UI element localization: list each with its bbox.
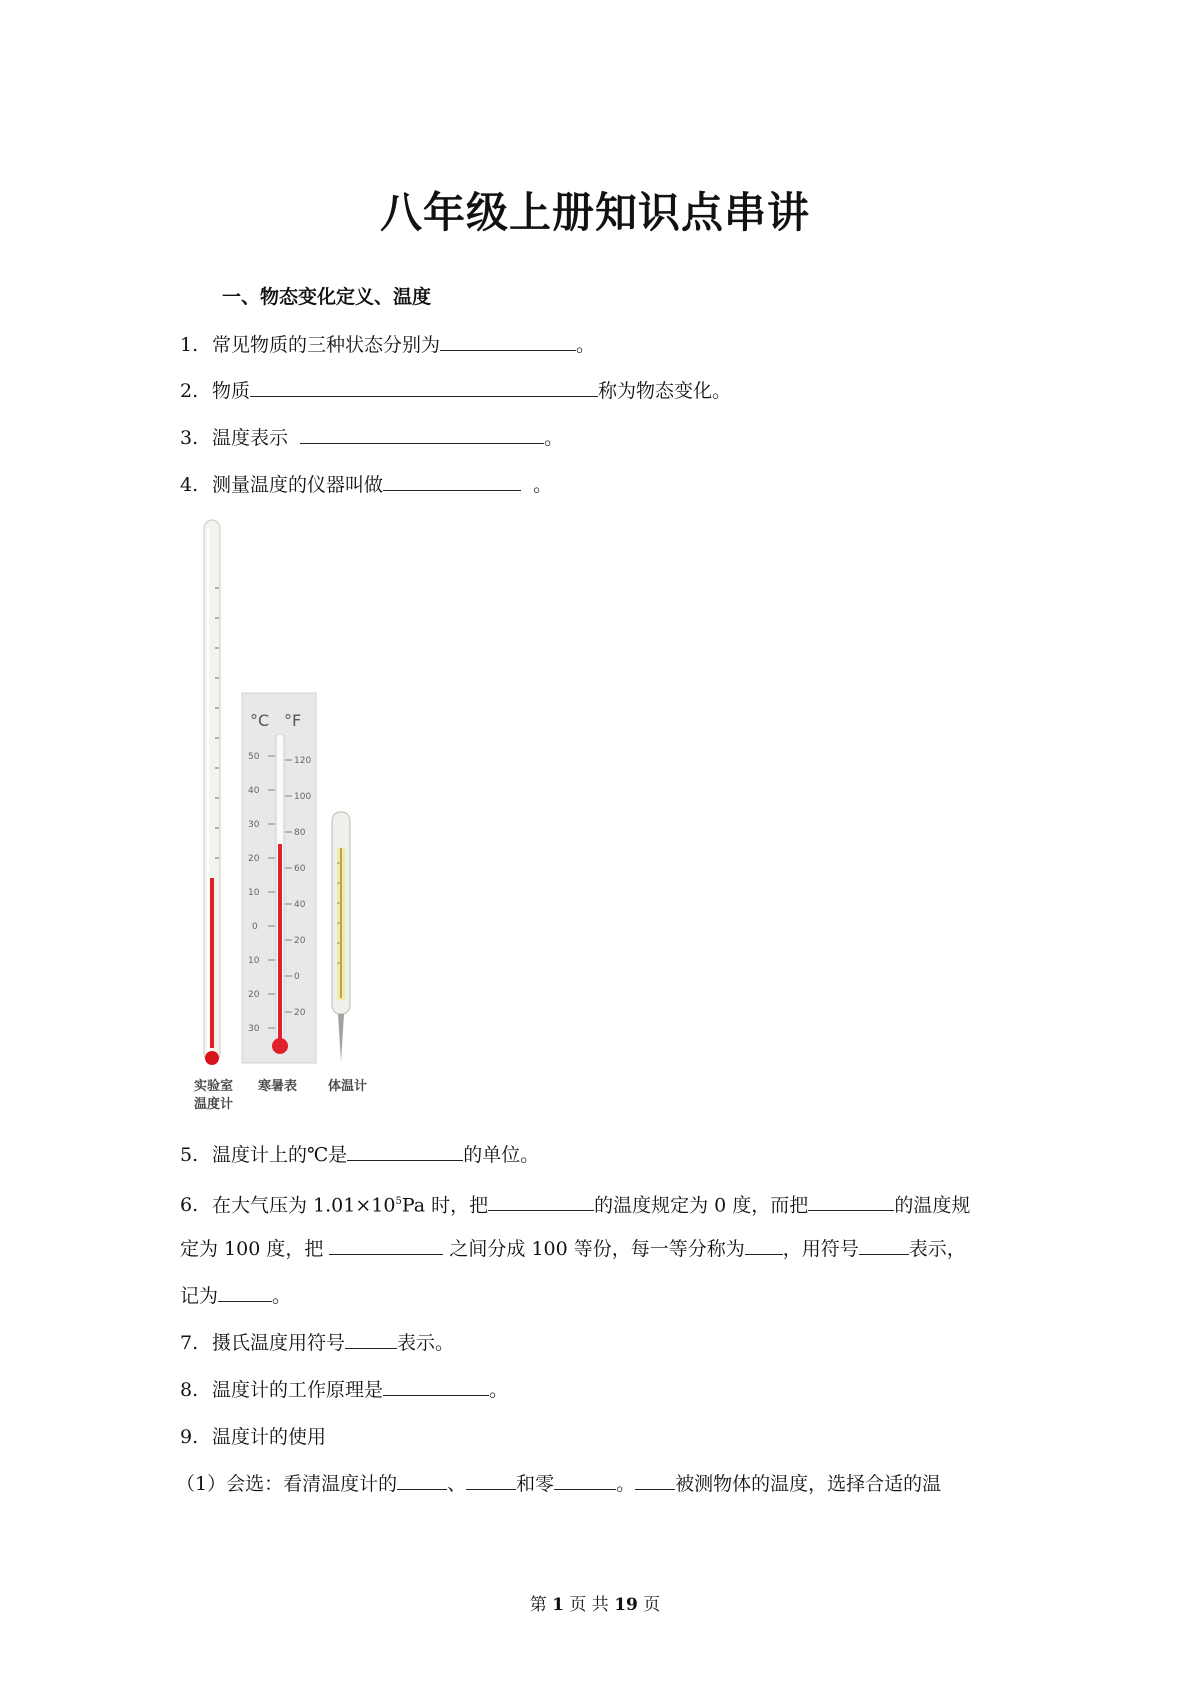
question-text: 。 [272, 1285, 292, 1307]
page-footer [0, 1590, 1190, 1615]
question-3 [180, 425, 563, 451]
question-6-line-3 [180, 1283, 291, 1309]
celsius-tick-label: 10 [248, 888, 260, 898]
fahrenheit-tick-label: 120 [294, 756, 312, 766]
answer-blank[interactable] [397, 1471, 447, 1490]
question-text: 的温度规 [894, 1194, 971, 1217]
question-text-end: 。 [533, 474, 553, 496]
exponent: 5 [395, 1196, 402, 1207]
question-text: 。 [616, 1473, 636, 1495]
celsius-unit-label: °C [250, 711, 270, 730]
question-1 [180, 332, 595, 358]
question-number: 9. [180, 1426, 199, 1448]
answer-blank[interactable] [466, 1471, 516, 1490]
answer-blank[interactable] [218, 1283, 272, 1302]
footer-text: 第 [529, 1595, 547, 1615]
page-title: 八年级上册知识点串讲 [379, 188, 810, 237]
celsius-tick-label: 30 [248, 1024, 260, 1034]
answer-blank[interactable] [300, 425, 544, 444]
answer-blank[interactable] [383, 472, 521, 491]
question-number: 2. [180, 380, 199, 402]
question-text: ，用符号 [782, 1238, 859, 1260]
question-text: 温度计上的℃是 [212, 1144, 348, 1166]
celsius-tick-label: 40 [248, 786, 260, 796]
question-text-end: 的单位。 [463, 1144, 540, 1166]
question-2 [180, 378, 731, 404]
room-thermometer-caption: 寒暑表 [258, 1079, 298, 1094]
celsius-tick-label: 30 [248, 820, 260, 830]
question-9-1 [176, 1471, 941, 1497]
question-text: 温度计的工作原理是 [212, 1379, 384, 1401]
clinical-thermometer [332, 812, 350, 1062]
caption-line: 温度计 [194, 1097, 234, 1112]
question-text: 在大气压为 1.01×10 [212, 1194, 396, 1217]
question-text-end: 称为物态变化。 [598, 380, 732, 402]
question-number: 3. [180, 427, 199, 449]
celsius-tick-label: 50 [248, 752, 260, 762]
question-text: （1）会选：看清温度计的 [176, 1473, 398, 1495]
page-number: 1 [552, 1595, 564, 1615]
question-number: 7. [180, 1332, 199, 1354]
question-text: 的温度规定为 0 度，而把 [594, 1194, 809, 1217]
question-text: 摄氏温度用符号 [212, 1332, 346, 1354]
question-text-end: 表示。 [397, 1332, 455, 1354]
fahrenheit-tick-label: 20 [294, 1008, 306, 1018]
answer-blank[interactable] [440, 332, 576, 351]
question-number: 6. [180, 1194, 199, 1217]
question-4 [180, 472, 552, 498]
question-text-end: 。 [576, 334, 596, 356]
question-text: 记为 [180, 1285, 219, 1307]
lab-thermometer [204, 520, 220, 1065]
question-text: 、 [447, 1473, 467, 1495]
question-text: 物质 [212, 380, 251, 402]
thermometers-figure [190, 518, 390, 1122]
answer-blank[interactable] [488, 1192, 594, 1211]
answer-blank[interactable] [859, 1236, 909, 1255]
celsius-tick-label: 20 [248, 854, 260, 864]
question-number: 4. [180, 474, 199, 496]
room-thermometer [242, 693, 316, 1063]
answer-blank[interactable] [554, 1471, 616, 1490]
footer-text: 页 [643, 1595, 661, 1615]
question-5 [180, 1142, 539, 1168]
question-text: 被测物体的温度，选择合适的温 [675, 1473, 942, 1495]
question-text: Pa 时，把 [401, 1194, 489, 1217]
answer-blank[interactable] [745, 1236, 783, 1255]
answer-blank[interactable] [383, 1377, 489, 1396]
fahrenheit-tick-label: 20 [294, 936, 306, 946]
page-total: 19 [614, 1595, 638, 1615]
question-text: 温度计的使用 [212, 1426, 327, 1448]
answer-blank[interactable] [635, 1471, 675, 1490]
celsius-tick-label: 10 [248, 956, 260, 966]
fahrenheit-tick-label: 60 [294, 864, 306, 874]
fahrenheit-tick-label: 100 [294, 792, 312, 802]
question-6 [180, 1189, 970, 1218]
celsius-tick-label: 20 [248, 990, 260, 1000]
question-text: 定为 100 度，把 [180, 1238, 330, 1260]
caption-line: 实验室 [194, 1079, 234, 1094]
question-text: 测量温度的仪器叫做 [212, 474, 384, 496]
question-text: 之间分成 100 等份，每一等分称为 [443, 1238, 745, 1260]
answer-blank[interactable] [250, 378, 598, 397]
thermometers-illustration [190, 518, 390, 1078]
fahrenheit-tick-label: 40 [294, 900, 306, 910]
question-8 [180, 1377, 508, 1403]
question-text: 表示， [908, 1238, 966, 1260]
lab-thermometer-caption [194, 1078, 233, 1114]
question-text-end: 。 [489, 1379, 509, 1401]
question-9 [180, 1424, 326, 1450]
footer-text: 页 共 [569, 1595, 609, 1615]
question-text: 常见物质的三种状态分别为 [212, 334, 441, 356]
question-7 [180, 1330, 454, 1356]
question-text-end: 。 [544, 427, 564, 449]
question-6-line-2 [180, 1236, 966, 1262]
question-text: 和零 [516, 1473, 555, 1495]
answer-blank[interactable] [329, 1236, 443, 1255]
answer-blank[interactable] [345, 1330, 397, 1349]
question-number: 5. [180, 1144, 199, 1166]
fahrenheit-tick-label: 0 [294, 972, 300, 982]
fahrenheit-tick-label: 80 [294, 828, 306, 838]
celsius-tick-label: 0 [252, 922, 258, 932]
answer-blank[interactable] [808, 1192, 894, 1211]
answer-blank[interactable] [347, 1142, 463, 1161]
fahrenheit-unit-label: °F [284, 711, 302, 730]
clinical-thermometer-caption: 体温计 [328, 1079, 368, 1094]
question-text: 温度表示 [212, 427, 289, 449]
question-number: 8. [180, 1379, 199, 1401]
question-number: 1. [180, 334, 199, 356]
section-heading: 一、物态变化定义、温度 [222, 286, 432, 308]
